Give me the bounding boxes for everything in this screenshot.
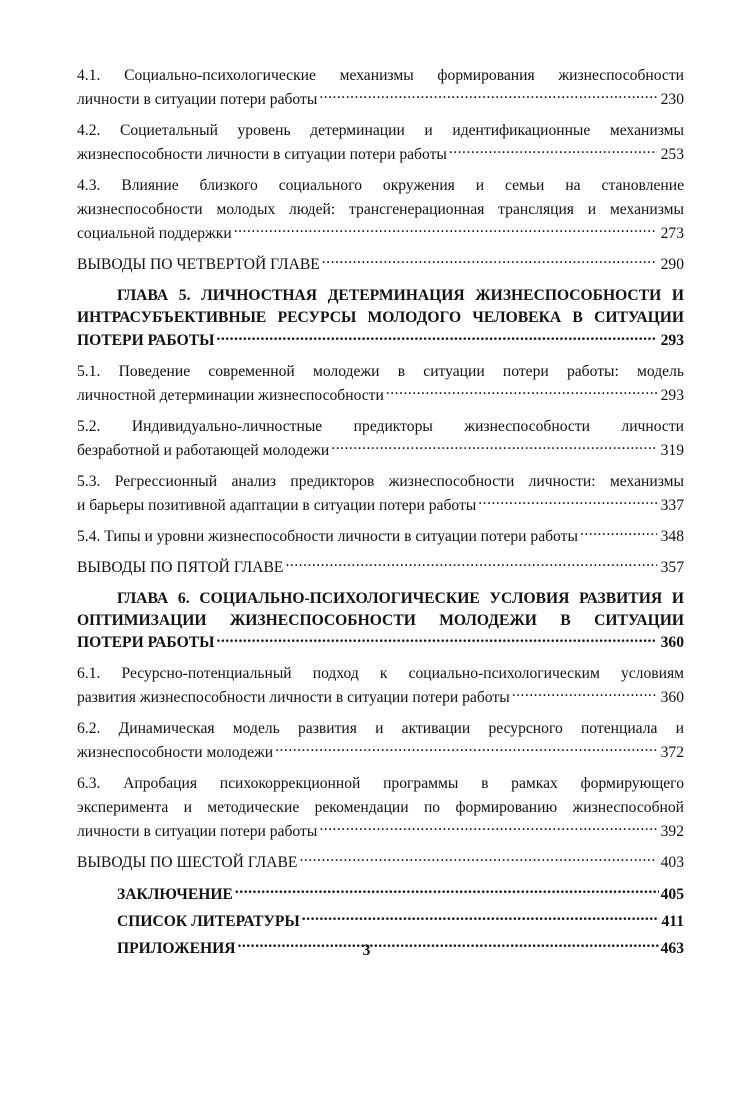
chapter-title: ИНТРАСУБЪЕКТИВНЫЕ РЕСУРСЫ МОЛОДОГО ЧЕЛОВЕКА В СИТУАЦИИ: [77, 309, 684, 326]
dot-leader: [331, 439, 656, 455]
chapter-title: ГЛАВА 6. СОЦИАЛЬНО-ПСИХОЛОГИЧЕСКИЕ УСЛОВИЯ РАЗВИТИЯ И: [117, 589, 684, 607]
toc-references: [77, 910, 684, 934]
chapter-title: ОПТИМИЗАЦИИ ЖИЗНЕСПОСОБНОСТИ МОЛОДЕЖИ В СИТУАЦИИ: [77, 611, 684, 629]
toc-entry-text: 6.2. Динамическая модель развития и активации ресурсного потенциала и: [77, 720, 684, 738]
toc-page-number: 360: [660, 689, 684, 707]
toc-entry-5-2: [77, 415, 684, 463]
dot-leader: [234, 222, 657, 238]
chapter-title: ПОТЕРИ РАБОТЫ: [77, 634, 215, 652]
toc-entry-text: 5.1. Поведение современной молодежи в ситуации потери работы: модель: [77, 362, 684, 380]
toc-entry-text: 4.2. Социетальный уровень детерминации и идентификационные механизмы: [77, 122, 684, 139]
toc-page-number: 230: [660, 91, 684, 108]
toc-summary-chapter-5: [77, 556, 684, 580]
toc-summary-chapter-6: [77, 851, 684, 875]
table-of-contents: [77, 64, 684, 964]
toc-page-number: 293: [660, 331, 684, 349]
toc-entry-text: жизнеспособности молодежи: [77, 744, 274, 762]
dot-leader: [235, 884, 659, 900]
toc-entry-text: 4.1. Социально-психологические механизмы формирования жизнеспособности: [77, 67, 684, 84]
toc-page-number: 293: [660, 386, 684, 404]
toc-entry-text: 6.3. Апробация психокоррекционной программы в рамках формирующего: [77, 775, 684, 793]
dot-leader: [285, 556, 656, 572]
toc-closing-text: СПИСОК ЛИТЕРАТУРЫ: [117, 913, 300, 931]
toc-closing-text: ПРИЛОЖЕНИЯ: [117, 940, 236, 958]
toc-page-number: 253: [660, 146, 684, 163]
dot-leader: [319, 88, 656, 104]
toc-page-number: 411: [661, 913, 684, 931]
toc-page-number: 273: [660, 225, 684, 242]
toc-chapter-6: [77, 588, 684, 655]
dot-leader: [302, 911, 660, 927]
dot-leader: [512, 687, 657, 703]
toc-entry-text: 4.3. Влияние близкого социального окружения и семьи на становление: [77, 177, 684, 194]
toc-summary-chapter-4: [77, 253, 684, 277]
toc-entry-text: 5.3. Регрессионный анализ предикторов жизнеспособности личности: механизмы: [77, 472, 684, 490]
toc-entry-text: личностной детерминации жизнеспособности: [77, 386, 384, 404]
toc-entry-text: 5.2. Индивидуально-личностные предикторы жизнеспособности личности: [77, 417, 684, 435]
toc-page-number: 357: [660, 558, 684, 576]
chapter-title: ПОТЕРИ РАБОТЫ: [77, 331, 215, 349]
dot-leader: [386, 384, 657, 400]
dot-leader: [275, 742, 656, 758]
toc-page-number: 290: [660, 256, 684, 273]
toc-page-number: 348: [660, 527, 684, 545]
toc-entry-text: безработной и работающей молодежи: [77, 441, 330, 459]
toc-conclusion: [77, 883, 684, 907]
dot-leader: [478, 494, 656, 510]
toc-summary-text: ВЫВОДЫ ПО ПЯТОЙ ГЛАВЕ: [77, 558, 284, 576]
page-number: 3: [362, 942, 371, 959]
toc-entry-text: жизнеспособности личности в ситуации потери работы: [77, 146, 447, 163]
toc-entry-5-4: [77, 525, 684, 549]
toc-chapter-5: [77, 285, 684, 352]
toc-entry-text: развития жизнеспособности личности в ситуации потери работы: [77, 689, 510, 707]
toc-page-number: 337: [660, 496, 684, 514]
toc-entry-text: социальной поддержки: [77, 225, 232, 242]
chapter-title: ГЛАВА 5. ЛИЧНОСТНАЯ ДЕТЕРМИНАЦИЯ ЖИЗНЕСПОСОБНОСТИ И: [117, 287, 684, 304]
toc-entry-6-3: [77, 772, 684, 844]
toc-entry-text: и барьеры позитивной адаптации в ситуации потери работы: [77, 496, 477, 514]
toc-entry-5-3: [77, 470, 684, 518]
toc-entry-4-3: [77, 174, 684, 246]
dot-leader: [216, 329, 656, 345]
toc-entry-text: 5.4. Типы и уровни жизнеспособности личности в ситуации потери работы: [77, 527, 578, 545]
dot-leader: [216, 632, 656, 648]
toc-page-number: 405: [660, 886, 684, 904]
toc-entry-text: личности в ситуации потери работы: [77, 91, 318, 108]
dot-leader: [449, 143, 657, 159]
toc-page-number: 372: [660, 744, 684, 762]
toc-page-number: 360: [660, 634, 684, 652]
dot-leader: [322, 253, 657, 269]
dot-leader: [580, 525, 657, 541]
dot-leader: [299, 852, 656, 868]
toc-page-number: 319: [660, 441, 684, 459]
toc-closing-text: ЗАКЛЮЧЕНИЕ: [117, 886, 233, 904]
toc-page-number: 463: [660, 940, 684, 958]
toc-entry-6-2: [77, 717, 684, 765]
toc-entry-text: эксперимента и методические рекомендации по формированию жизнеспособной: [77, 799, 684, 817]
dot-leader: [319, 821, 656, 837]
toc-entry-text: личности в ситуации потери работы: [77, 823, 318, 841]
toc-summary-text: ВЫВОДЫ ПО ШЕСТОЙ ГЛАВЕ: [77, 854, 298, 872]
toc-page-number: 392: [660, 823, 684, 841]
toc-entry-4-2: [77, 119, 684, 167]
toc-entry-text: жизнеспособности молодых людей: трансгенерационная трансляция и механизмы: [77, 201, 684, 218]
toc-entry-text: 6.1. Ресурсно-потенциальный подход к социально-психологическим условиям: [77, 665, 684, 683]
toc-summary-text: ВЫВОДЫ ПО ЧЕТВЕРТОЙ ГЛАВЕ: [77, 256, 320, 273]
toc-entry-5-1: [77, 360, 684, 408]
toc-page-number: 403: [660, 854, 684, 872]
toc-entry-4-1: [77, 64, 684, 112]
toc-entry-6-1: [77, 662, 684, 710]
